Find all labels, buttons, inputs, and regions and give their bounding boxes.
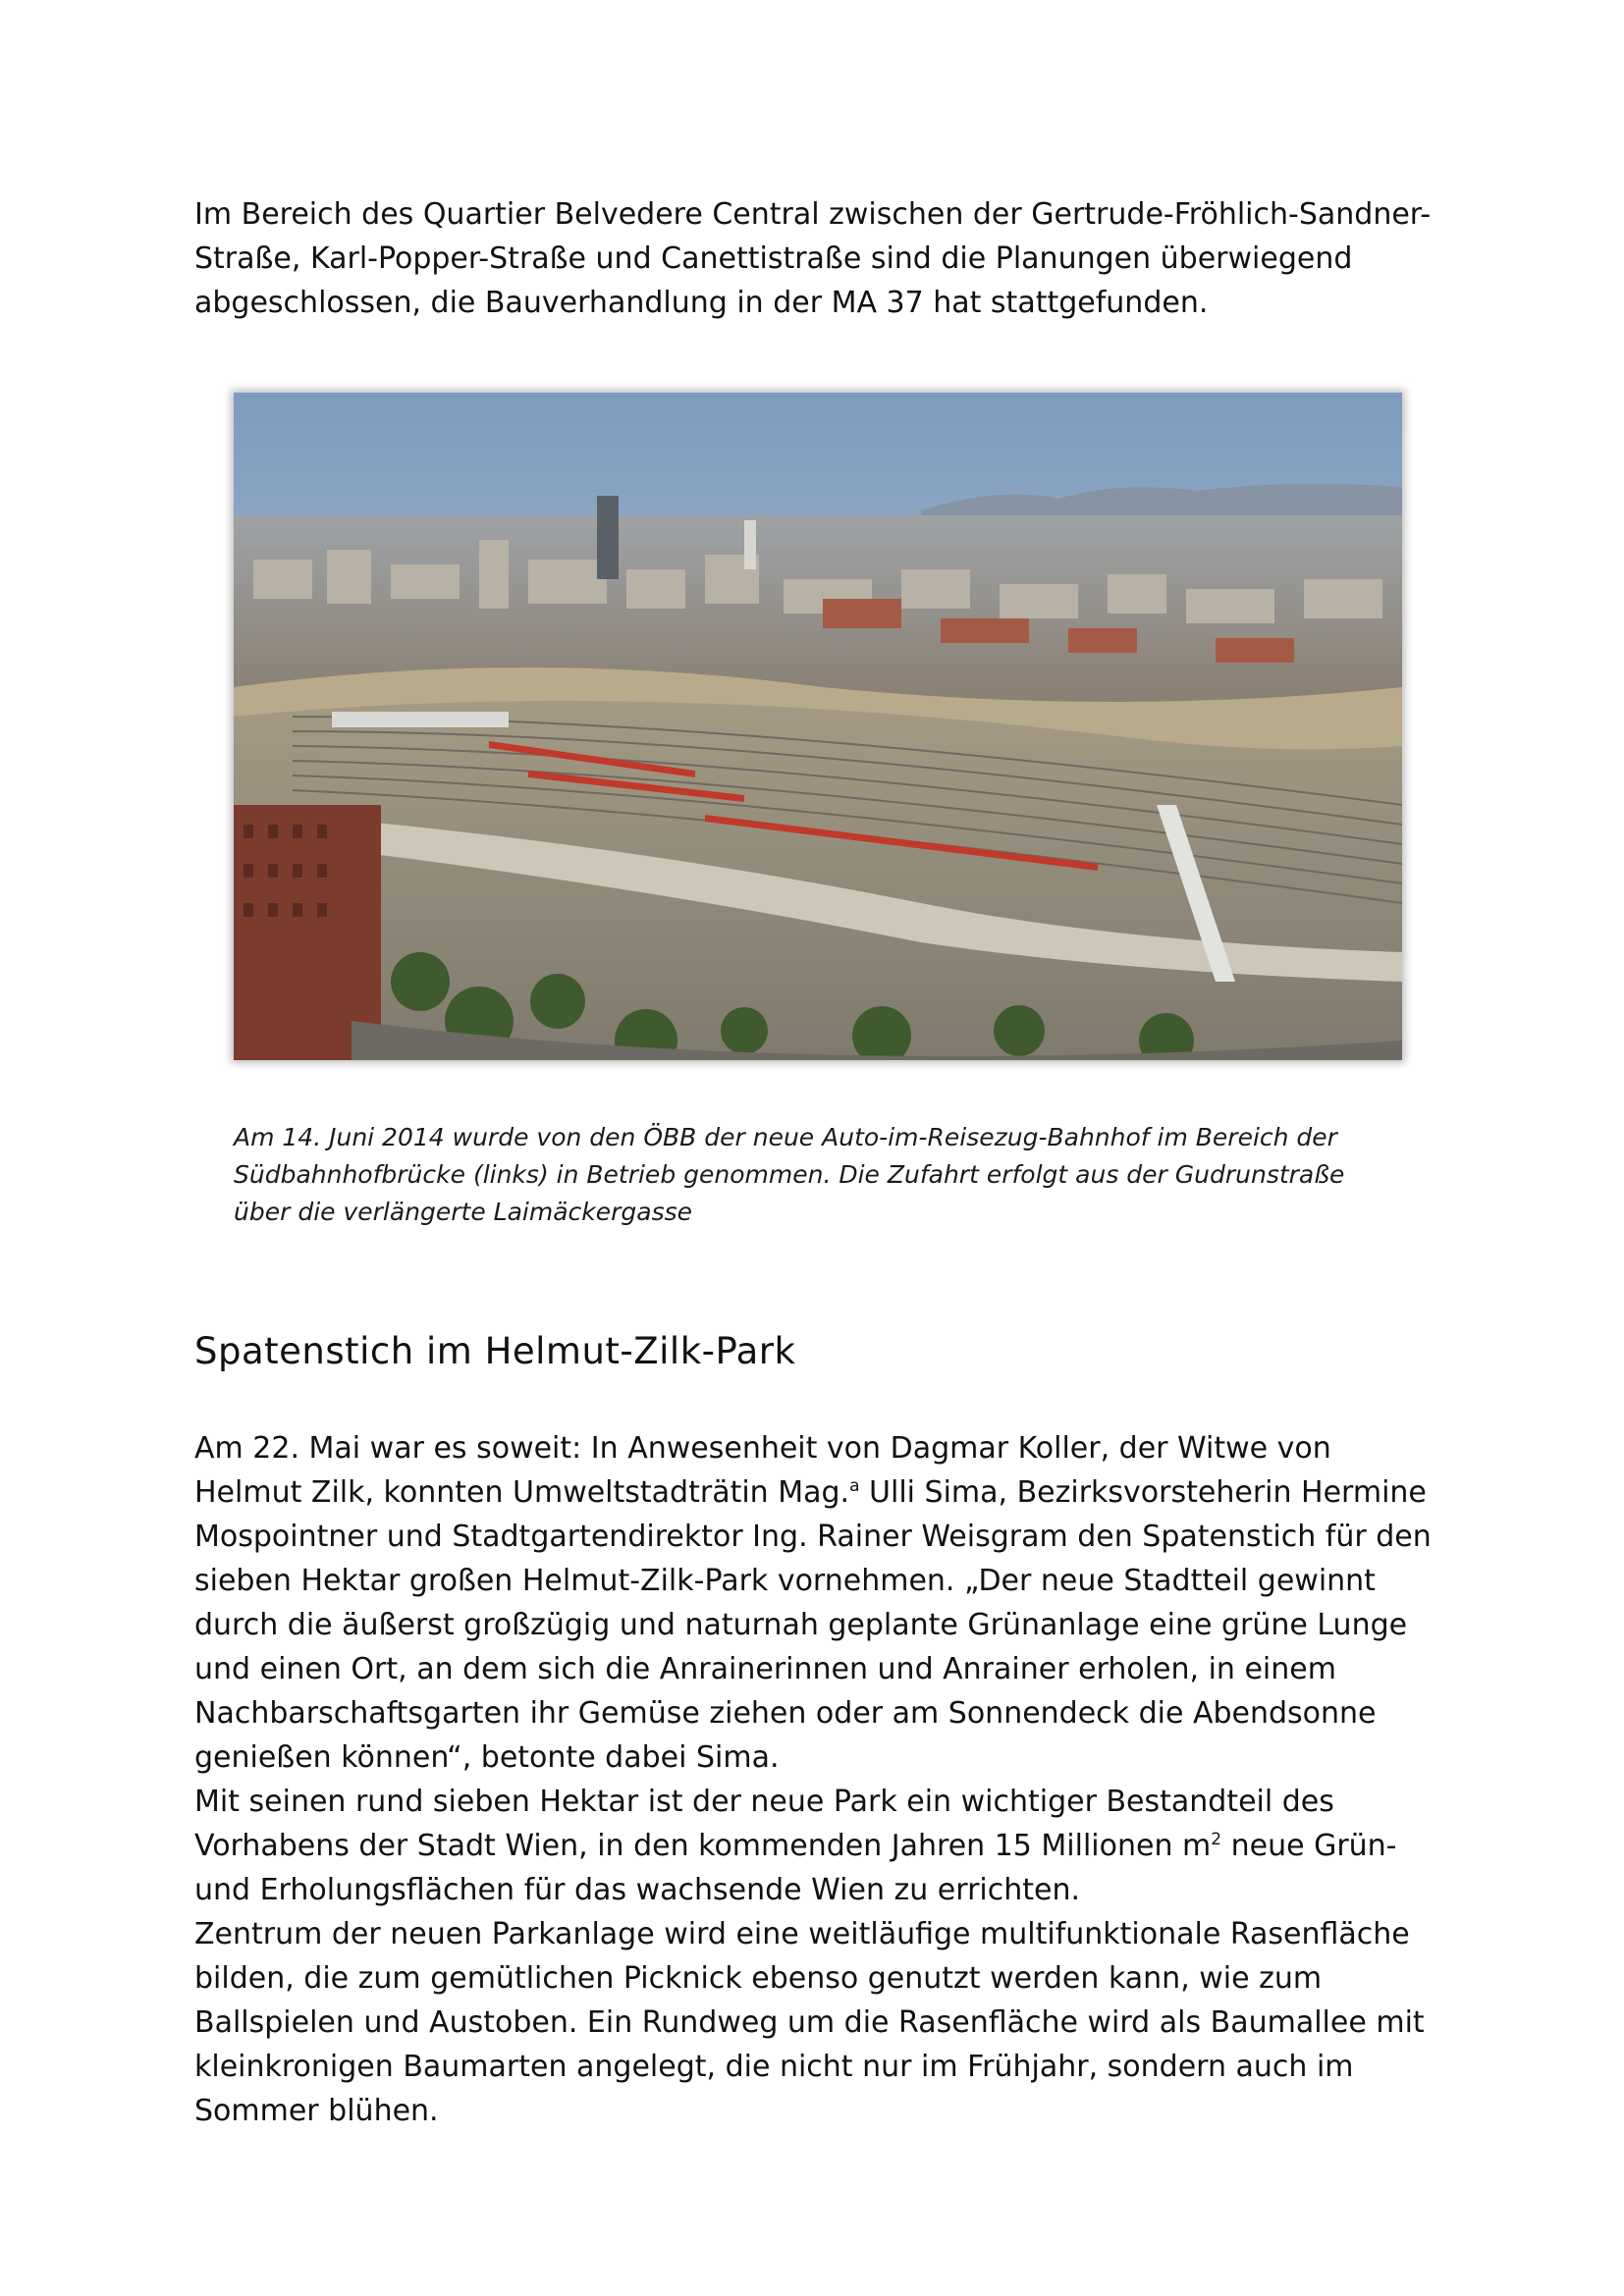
- aerial-photo: [234, 393, 1402, 1060]
- section-heading: Spatenstich im Helmut-Zilk-Park: [194, 1330, 796, 1372]
- body-paragraph-1: Am 22. Mai war es soweit: In Anwesenheit von Dagmar Koller, der Witwe von Helmut Zilk, konnten Umweltstadträtin Mag.$^a$ Ulli Sima, Bezirksvorsteherin Hermine Mospointner und Stadtgartendirektor Ing. Rainer Weisgram den Spatenstich für den sieben Hektar großen Helmut-Zilk-Park vornehmen. „Der neue Stadtteil gewinnt durch die äußerst großzügig und naturnah geplante Grünanlage eine grüne Lunge und einen Ort, an dem sich die Anrainerinnen und Anrainer erholen, in einem Nachbarschaftsgarten ihr Gemüse ziehen oder am Sonnendeck die Abendsonne genießen können“, betonte dabei Sima.: [194, 1431, 1432, 1775]
- section-body: [194, 1426, 1432, 2133]
- body-paragraph-2: Mit seinen rund sieben Hektar ist der neue Park ein wichtiger Bestandteil des Vorhabens der Stadt Wien, in den kommenden Jahren 15 Millionen $m^2$ neue Grün- und Erholungsflächen für das wachsende Wien zu errichten.: [194, 1785, 1397, 1907]
- aerial-photo-railway-station-icon: [234, 393, 1402, 1060]
- photo-caption: Am 14. Juni 2014 wurde von den ÖBB der neue Auto-im-Reisezug-Bahnhof im Bereich der Südbahnhofbrücke (links) in Betrieb genommen. Die Zufahrt erfolgt aus der Gudrunstraße über die verlängerte Laimäckergasse: [234, 1123, 1345, 1226]
- intro-paragraph: Im Bereich des Quartier Belvedere Central zwischen der Gertrude-Fröhlich-Sandner-Straße, Karl-Popper-Straße und Canettistraße sind die Planungen überwiegend abgeschlossen, die Bauverhandlung in der MA 37 hat stattgefunden.: [194, 197, 1432, 320]
- body-paragraph-3: Zentrum der neuen Parkanlage wird eine weitläufige multifunktionale Rasenfläche bilden, die zum gemütlichen Picknick ebenso genutzt werden kann, wie zum Ballspielen und Austoben. Ein Rundweg um die Rasenfläche wird als Baumallee mit kleinkronigen Baumarten angelegt, die nicht nur im Frühjahr, sondern auch im Sommer blühen.: [194, 1917, 1425, 2128]
